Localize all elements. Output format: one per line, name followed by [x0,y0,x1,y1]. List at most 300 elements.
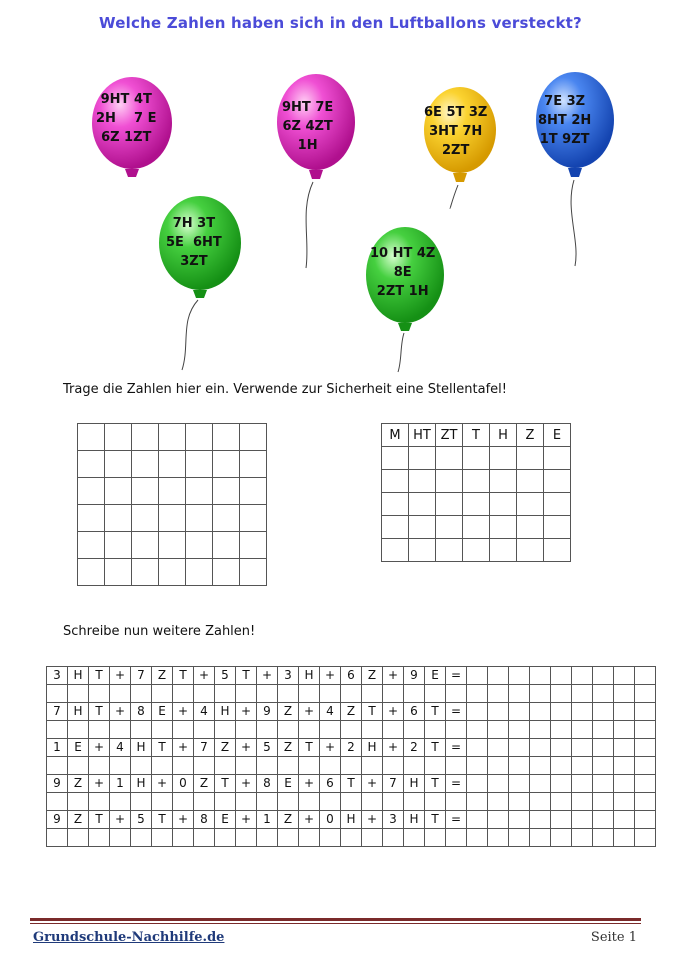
exercise-cell: = [446,667,467,685]
exercise-cell: T [236,667,257,685]
answer-cell[interactable] [131,793,152,811]
answer-cell[interactable] [551,829,572,847]
exercise-grid[interactable] [46,666,656,847]
answer-cell[interactable] [530,829,551,847]
answer-cell[interactable] [383,721,404,739]
answer-cell[interactable] [131,757,152,775]
answer-cell[interactable] [89,829,110,847]
answer-cell[interactable] [152,685,173,703]
exercise-cell: T [215,775,236,793]
exercise-cell: 1 [110,775,131,793]
answer-cell[interactable] [299,757,320,775]
answer-cell[interactable] [509,739,530,757]
answer-cell[interactable] [89,793,110,811]
exercise-cell: + [383,739,404,757]
answer-cell[interactable] [47,721,68,739]
answer-cell[interactable] [194,793,215,811]
answer-cell[interactable] [278,793,299,811]
blank-row [47,721,656,739]
answer-cell[interactable] [152,829,173,847]
exercise-cell: + [383,703,404,721]
exercise-cell: T [173,667,194,685]
exercise-cell: T [152,739,173,757]
exercise-cell: 2 [404,739,425,757]
answer-cell[interactable] [278,685,299,703]
answer-cell[interactable] [614,829,635,847]
exercise-cell: Z [215,739,236,757]
exercise-cell: = [446,739,467,757]
answer-cell[interactable] [404,721,425,739]
answer-cell[interactable] [509,757,530,775]
exercise-row [47,775,656,793]
answer-cell[interactable] [173,685,194,703]
exercise-cell: H [131,775,152,793]
answer-cell[interactable] [635,667,656,685]
exercise-cell: + [320,667,341,685]
balloon-4-text: 7E 3Z 8HT 2H 1T 9ZT [538,94,592,147]
answer-cell[interactable] [467,829,488,847]
answer-cell[interactable] [320,721,341,739]
answer-cell[interactable] [194,829,215,847]
answer-cell[interactable] [530,739,551,757]
answer-cell[interactable] [593,793,614,811]
exercise-cell: T [425,775,446,793]
exercise-cell: 3 [383,811,404,829]
exercise-cell: 7 [131,667,152,685]
answer-cell[interactable] [278,757,299,775]
answer-cell[interactable] [299,829,320,847]
answer-cell[interactable] [509,793,530,811]
answer-cell[interactable] [614,685,635,703]
answer-cell[interactable] [320,793,341,811]
answer-cell[interactable] [635,793,656,811]
header-cell: M [382,424,409,447]
footer-divider [30,918,641,921]
answer-cell[interactable] [152,721,173,739]
blank-row [47,829,656,847]
answer-cell[interactable] [614,793,635,811]
answer-cell[interactable] [257,685,278,703]
answer-cell[interactable] [152,793,173,811]
answer-cell[interactable] [551,793,572,811]
exercise-cell: 4 [110,739,131,757]
answer-cell[interactable] [488,829,509,847]
answer-cell[interactable] [614,811,635,829]
exercise-cell: 0 [173,775,194,793]
answer-cell[interactable] [341,793,362,811]
exercise-cell: 6 [320,775,341,793]
exercise-cell: + [299,775,320,793]
answer-cell[interactable] [593,775,614,793]
exercise-cell: + [236,775,257,793]
answer-cell[interactable] [362,721,383,739]
answer-cell[interactable] [635,775,656,793]
answer-cell[interactable] [488,721,509,739]
answer-cell[interactable] [467,793,488,811]
exercise-cell: H [131,739,152,757]
exercise-cell: 8 [194,811,215,829]
exercise-cell: T [89,703,110,721]
answer-cell[interactable] [572,685,593,703]
exercise-cell: 0 [320,811,341,829]
page-title: Welche Zahlen haben sich in den Luftballons versteckt? [99,14,582,32]
answer-cell[interactable] [572,829,593,847]
answer-cell[interactable] [488,775,509,793]
answer-cell[interactable] [614,757,635,775]
answer-cell[interactable] [110,757,131,775]
answer-cell[interactable] [257,829,278,847]
answer-cell[interactable] [215,721,236,739]
answer-cell[interactable] [320,757,341,775]
answer-cell[interactable] [173,757,194,775]
answer-cell[interactable] [509,811,530,829]
header-cell: Z [517,424,544,447]
answer-cell[interactable] [635,721,656,739]
answer-cell[interactable] [467,667,488,685]
exercise-cell: 1 [47,739,68,757]
answer-cell[interactable] [614,739,635,757]
answer-cell[interactable] [572,811,593,829]
footer-site-link[interactable]: Grundschule-Nachhilfe.de [33,930,225,945]
exercise-cell: 7 [383,775,404,793]
exercise-cell: T [89,667,110,685]
exercise-cell: T [425,739,446,757]
answer-cell[interactable] [131,829,152,847]
answer-cell[interactable] [635,829,656,847]
answer-cell[interactable] [215,685,236,703]
exercise-cell: + [383,667,404,685]
answer-cell[interactable] [89,757,110,775]
exercise-row [47,667,656,685]
exercise-cell: T [89,811,110,829]
exercise-cell: + [173,703,194,721]
answer-cell[interactable] [68,829,89,847]
answer-cell[interactable] [614,703,635,721]
answer-cell[interactable] [215,829,236,847]
answer-cell[interactable] [551,685,572,703]
exercise-cell: + [362,775,383,793]
answer-cell[interactable] [530,721,551,739]
answer-cell[interactable] [404,829,425,847]
exercise-cell: 3 [47,667,68,685]
answer-cell[interactable] [173,829,194,847]
answer-cell[interactable] [131,721,152,739]
answer-cell[interactable] [278,829,299,847]
blank-row [47,757,656,775]
exercise-cell: T [152,811,173,829]
exercise-cell: Z [341,703,362,721]
instruction-enter-numbers: Trage die Zahlen hier ein. Verwende zur Sicherheit eine Stellentafel! [63,382,507,397]
exercise-cell: E [215,811,236,829]
blank-row [47,793,656,811]
answer-cell[interactable] [551,775,572,793]
answer-cell[interactable] [446,685,467,703]
answer-cell[interactable] [551,757,572,775]
answer-cell[interactable] [467,739,488,757]
exercise-cell: + [299,703,320,721]
answer-cell[interactable] [131,685,152,703]
exercise-row [47,739,656,757]
answer-cell[interactable] [488,667,509,685]
answer-cell[interactable] [68,685,89,703]
answer-cell[interactable] [110,721,131,739]
answer-cell[interactable] [614,667,635,685]
answer-cell[interactable] [299,793,320,811]
answer-cell[interactable] [362,757,383,775]
answer-cell[interactable] [488,685,509,703]
place-value-table[interactable] [381,423,571,562]
answer-cell[interactable] [320,829,341,847]
answer-cell[interactable] [215,757,236,775]
header-cell: ZT [436,424,463,447]
answer-cell[interactable] [173,721,194,739]
exercise-cell: + [194,667,215,685]
balloon-3-text: 6E 5T 3Z 3HT 7H 2ZT [424,105,488,158]
answer-cell[interactable] [635,811,656,829]
answer-cell[interactable] [488,811,509,829]
answer-cell[interactable] [236,829,257,847]
answer-cell[interactable] [47,685,68,703]
answer-cell[interactable] [593,721,614,739]
answer-cell[interactable] [572,721,593,739]
answer-cell[interactable] [572,739,593,757]
exercise-cell: T [341,775,362,793]
answer-cell[interactable] [551,721,572,739]
answer-cell[interactable] [593,757,614,775]
answer-cell[interactable] [446,829,467,847]
answer-cell[interactable] [47,829,68,847]
answer-cell[interactable] [383,793,404,811]
exercise-cell: + [299,811,320,829]
exercise-cell: + [236,811,257,829]
balloon-illustration [0,0,681,380]
answer-cell[interactable] [530,793,551,811]
answer-cell[interactable] [593,703,614,721]
answer-cell[interactable] [467,721,488,739]
answer-cell[interactable] [299,685,320,703]
answer-cell[interactable] [551,811,572,829]
answer-cell[interactable] [530,757,551,775]
exercise-cell: 5 [215,667,236,685]
footer-page-number: Seite 1 [590,930,637,945]
answer-cell[interactable] [362,793,383,811]
answer-cell[interactable] [110,685,131,703]
answer-cell[interactable] [362,685,383,703]
answer-cell[interactable] [425,793,446,811]
exercise-cell: E [68,739,89,757]
exercise-cell: 8 [131,703,152,721]
answer-cell[interactable] [467,775,488,793]
answer-cell[interactable] [341,721,362,739]
exercise-cell: Z [278,811,299,829]
answer-cell[interactable] [404,793,425,811]
answer-cell[interactable] [509,667,530,685]
exercise-cell: H [362,739,383,757]
answer-cell[interactable] [446,721,467,739]
answer-cell[interactable] [89,721,110,739]
answer-cell[interactable] [467,811,488,829]
answer-cell[interactable] [551,739,572,757]
answer-cell[interactable] [257,721,278,739]
answer-cell[interactable] [509,685,530,703]
exercise-cell: + [236,703,257,721]
exercise-cell: Z [152,667,173,685]
answer-cell[interactable] [530,685,551,703]
answer-cell[interactable] [572,793,593,811]
answer-cell[interactable] [446,757,467,775]
place-value-header-row [382,424,571,447]
answer-cell[interactable] [236,685,257,703]
exercise-row [47,703,656,721]
answer-cell[interactable] [236,757,257,775]
answer-cell[interactable] [152,757,173,775]
exercise-cell: + [110,667,131,685]
exercise-cell: 8 [257,775,278,793]
answer-cell[interactable] [404,685,425,703]
answer-cell[interactable] [635,757,656,775]
exercise-cell: 9 [47,775,68,793]
answer-cell[interactable] [425,685,446,703]
exercise-cell: + [110,703,131,721]
answer-cell[interactable] [530,667,551,685]
answer-cell[interactable] [530,703,551,721]
exercise-row [47,811,656,829]
answer-cell[interactable] [68,721,89,739]
answer-cell[interactable] [593,829,614,847]
answer-cell[interactable] [467,685,488,703]
exercise-cell: 9 [257,703,278,721]
answer-cell[interactable] [425,757,446,775]
exercise-cell: + [173,739,194,757]
exercise-cell: 6 [404,703,425,721]
exercise-cell: 5 [131,811,152,829]
answer-cell[interactable] [614,721,635,739]
answer-cell[interactable] [110,829,131,847]
answer-cell[interactable] [341,685,362,703]
answer-cell[interactable] [509,721,530,739]
answer-cell[interactable] [341,829,362,847]
answer-cell[interactable] [236,793,257,811]
answer-grid[interactable] [77,423,267,586]
exercise-cell: H [404,811,425,829]
answer-cell[interactable] [404,757,425,775]
exercise-cell: 6 [341,667,362,685]
answer-cell[interactable] [509,829,530,847]
answer-cell[interactable] [425,721,446,739]
answer-cell[interactable] [47,757,68,775]
answer-cell[interactable] [89,685,110,703]
answer-cell[interactable] [299,721,320,739]
answer-cell[interactable] [383,829,404,847]
answer-cell[interactable] [68,793,89,811]
balloon-5-text: 7H 3T 5E 6HT 3ZT [166,216,222,269]
exercise-cell: H [299,667,320,685]
answer-cell[interactable] [572,703,593,721]
answer-cell[interactable] [488,739,509,757]
answer-cell[interactable] [530,811,551,829]
exercise-cell: + [320,739,341,757]
exercise-cell: 7 [194,739,215,757]
exercise-cell: Z [278,739,299,757]
answer-cell[interactable] [551,703,572,721]
exercise-cell: + [89,739,110,757]
exercise-cell: 5 [257,739,278,757]
answer-cell[interactable] [446,793,467,811]
answer-cell[interactable] [236,721,257,739]
answer-cell[interactable] [194,757,215,775]
header-cell: H [490,424,517,447]
answer-cell[interactable] [467,757,488,775]
answer-cell[interactable] [341,757,362,775]
exercise-cell: 7 [47,703,68,721]
answer-cell[interactable] [383,685,404,703]
answer-cell[interactable] [488,793,509,811]
answer-cell[interactable] [614,775,635,793]
exercise-cell: Z [68,811,89,829]
header-cell: HT [409,424,436,447]
answer-cell[interactable] [593,811,614,829]
answer-cell[interactable] [635,703,656,721]
answer-cell[interactable] [173,793,194,811]
exercise-cell: Z [278,703,299,721]
answer-cell[interactable] [425,829,446,847]
answer-cell[interactable] [362,829,383,847]
balloon-6-text: 10 HT 4Z 8E 2ZT 1H [370,246,436,299]
exercise-cell: + [110,811,131,829]
answer-cell[interactable] [593,685,614,703]
exercise-cell: Z [362,667,383,685]
answer-cell[interactable] [278,721,299,739]
answer-cell[interactable] [572,775,593,793]
header-cell: T [463,424,490,447]
exercise-cell: H [341,811,362,829]
exercise-cell: H [68,703,89,721]
answer-cell[interactable] [110,793,131,811]
answer-cell[interactable] [257,757,278,775]
answer-cell[interactable] [383,757,404,775]
answer-cell[interactable] [194,685,215,703]
answer-cell[interactable] [257,793,278,811]
answer-cell[interactable] [488,703,509,721]
answer-cell[interactable] [194,721,215,739]
answer-cell[interactable] [530,775,551,793]
answer-cell[interactable] [215,793,236,811]
header-cell: E [544,424,571,447]
exercise-cell: H [68,667,89,685]
instruction-write-numbers: Schreibe nun weitere Zahlen! [63,624,256,639]
answer-cell[interactable] [635,685,656,703]
answer-cell[interactable] [572,667,593,685]
exercise-cell: + [89,775,110,793]
answer-cell[interactable] [509,703,530,721]
answer-cell[interactable] [593,739,614,757]
exercise-cell: 9 [47,811,68,829]
answer-cell[interactable] [467,703,488,721]
answer-cell[interactable] [47,793,68,811]
answer-cell[interactable] [509,775,530,793]
answer-cell[interactable] [68,757,89,775]
answer-cell[interactable] [320,685,341,703]
exercise-cell: = [446,775,467,793]
answer-cell[interactable] [635,739,656,757]
answer-cell[interactable] [551,667,572,685]
exercise-cell: + [173,811,194,829]
answer-cell[interactable] [593,667,614,685]
answer-cell[interactable] [488,757,509,775]
exercise-cell: T [299,739,320,757]
exercise-cell: 4 [194,703,215,721]
answer-cell[interactable] [572,757,593,775]
